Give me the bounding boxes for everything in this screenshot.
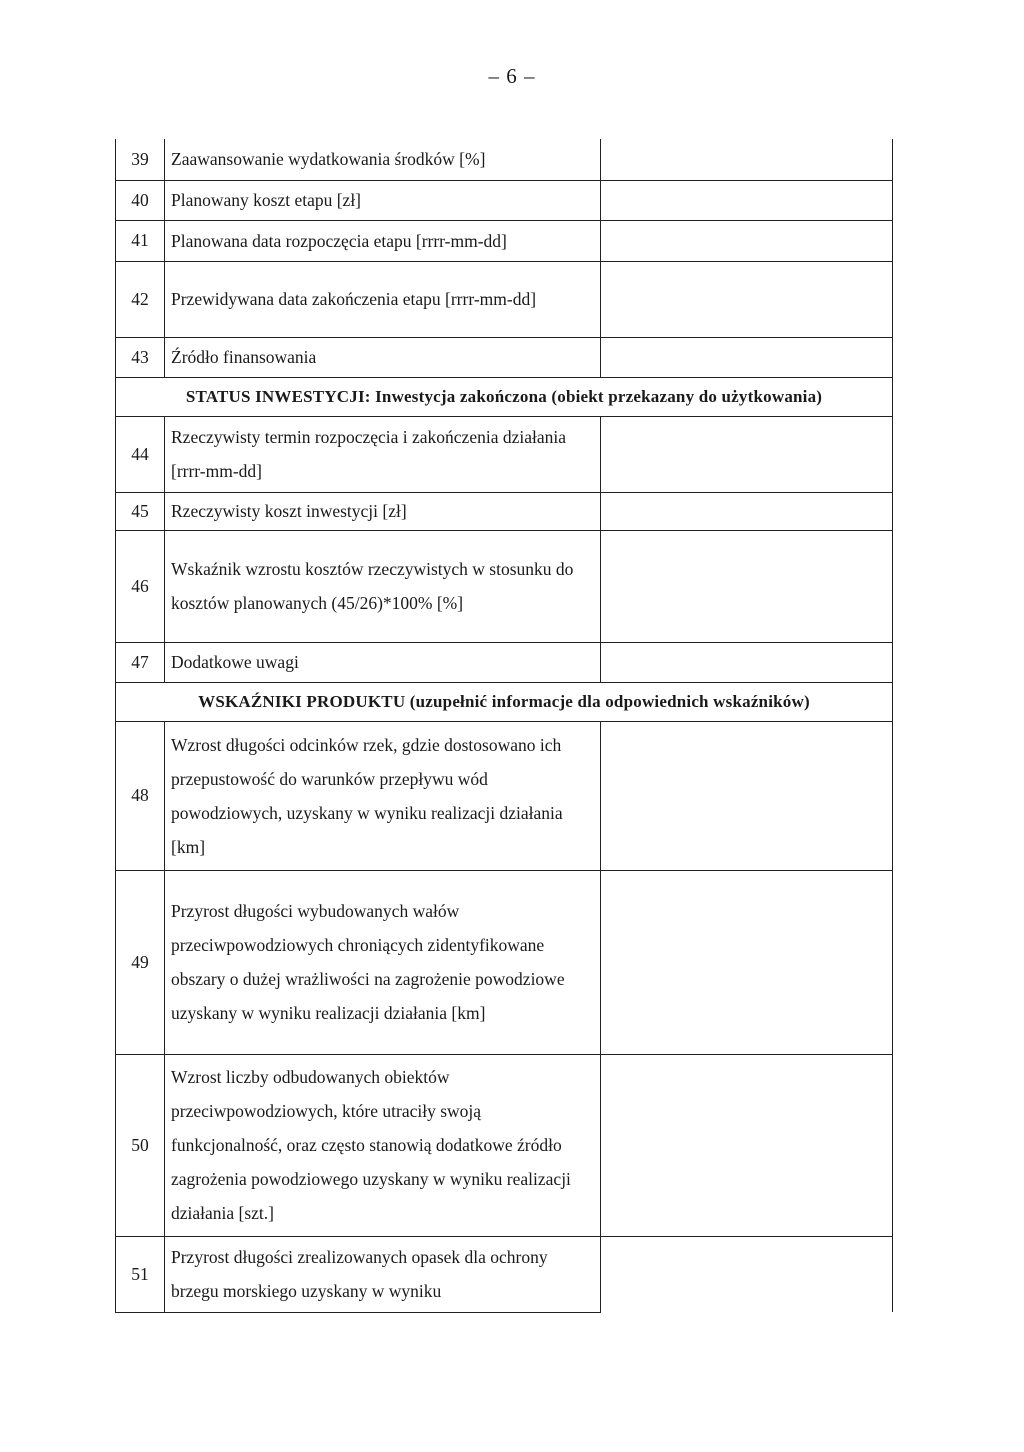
row-label: Wzrost długości odcinków rzek, gdzie dostosowano ich przepustowość do warunków przepływu wód powodziowych, uzyskany w wyniku realizacji działania [km] <box>165 721 601 870</box>
row-label: Źródło finansowania <box>165 337 601 377</box>
table-row <box>116 1236 893 1312</box>
row-value-cell[interactable] <box>601 220 893 261</box>
row-value-cell[interactable] <box>601 492 893 530</box>
row-number: 44 <box>116 416 165 492</box>
row-number: 50 <box>116 1054 165 1236</box>
page-number: – 6 – <box>488 64 536 88</box>
table-row <box>116 139 893 180</box>
section-header-row <box>116 682 893 721</box>
row-value-cell[interactable] <box>601 530 893 642</box>
row-value-cell[interactable] <box>601 261 893 337</box>
row-value-cell[interactable] <box>601 416 893 492</box>
row-label: Wskaźnik wzrostu kosztów rzeczywistych w stosunku do kosztów planowanych (45/26)*100% [%] <box>165 530 601 642</box>
row-label: Wzrost liczby odbudowanych obiektów przeciwpowodziowych, które utraciły swoją funkcjonalność, oraz często stanowią dodatkowe źródło zagrożenia powodziowego uzyskany w wyniku realizacji działania [szt.] <box>165 1054 601 1236</box>
row-label: Rzeczywisty koszt inwestycji [zł] <box>165 492 601 530</box>
section-header: WSKAŹNIKI PRODUKTU (uzupełnić informacje dla odpowiednich wskaźników) <box>116 682 893 721</box>
row-number: 45 <box>116 492 165 530</box>
row-label: Przyrost długości wybudowanych wałów przeciwpowodziowych chroniących zidentyfikowane obszary o dużej wrażliwości na zagrożenie powodziowe uzyskany w wyniku realizacji działania [km] <box>165 870 601 1054</box>
table-row <box>116 416 893 492</box>
row-number: 46 <box>116 530 165 642</box>
row-label: Przewidywana data zakończenia etapu [rrrr-mm-dd] <box>165 261 601 337</box>
row-number: 40 <box>116 180 165 220</box>
table-row <box>116 492 893 530</box>
row-number: 49 <box>116 870 165 1054</box>
row-number: 47 <box>116 642 165 682</box>
table-row <box>116 870 893 1054</box>
row-value-cell[interactable] <box>601 180 893 220</box>
row-value-cell[interactable] <box>601 1054 893 1236</box>
row-label: Dodatkowe uwagi <box>165 642 601 682</box>
row-label: Planowany koszt etapu [zł] <box>165 180 601 220</box>
row-value-cell[interactable] <box>601 642 893 682</box>
section-header-row <box>116 377 893 416</box>
table-row <box>116 721 893 870</box>
table-row <box>116 261 893 337</box>
row-value-cell[interactable] <box>601 139 893 180</box>
row-number: 51 <box>116 1236 165 1312</box>
investment-form-table <box>115 139 893 1313</box>
row-number: 41 <box>116 220 165 261</box>
row-label: Planowana data rozpoczęcia etapu [rrrr-mm-dd] <box>165 220 601 261</box>
row-label: Rzeczywisty termin rozpoczęcia i zakończenia działania [rrrr-mm-dd] <box>165 416 601 492</box>
table-row <box>116 220 893 261</box>
row-value-cell[interactable] <box>601 870 893 1054</box>
row-number: 43 <box>116 337 165 377</box>
row-number: 42 <box>116 261 165 337</box>
table-row <box>116 1054 893 1236</box>
table-row <box>116 337 893 377</box>
row-number: 48 <box>116 721 165 870</box>
row-value-cell[interactable] <box>601 1236 893 1312</box>
row-number: 39 <box>116 139 165 180</box>
table-row <box>116 180 893 220</box>
section-header: STATUS INWESTYCJI: Inwestycja zakończona (obiekt przekazany do użytkowania) <box>116 377 893 416</box>
row-value-cell[interactable] <box>601 337 893 377</box>
row-label: Przyrost długości zrealizowanych opasek dla ochrony brzegu morskiego uzyskany w wyniku <box>165 1236 601 1312</box>
table-row <box>116 530 893 642</box>
row-value-cell[interactable] <box>601 721 893 870</box>
table-row <box>116 642 893 682</box>
row-label: Zaawansowanie wydatkowania środków [%] <box>165 139 601 180</box>
